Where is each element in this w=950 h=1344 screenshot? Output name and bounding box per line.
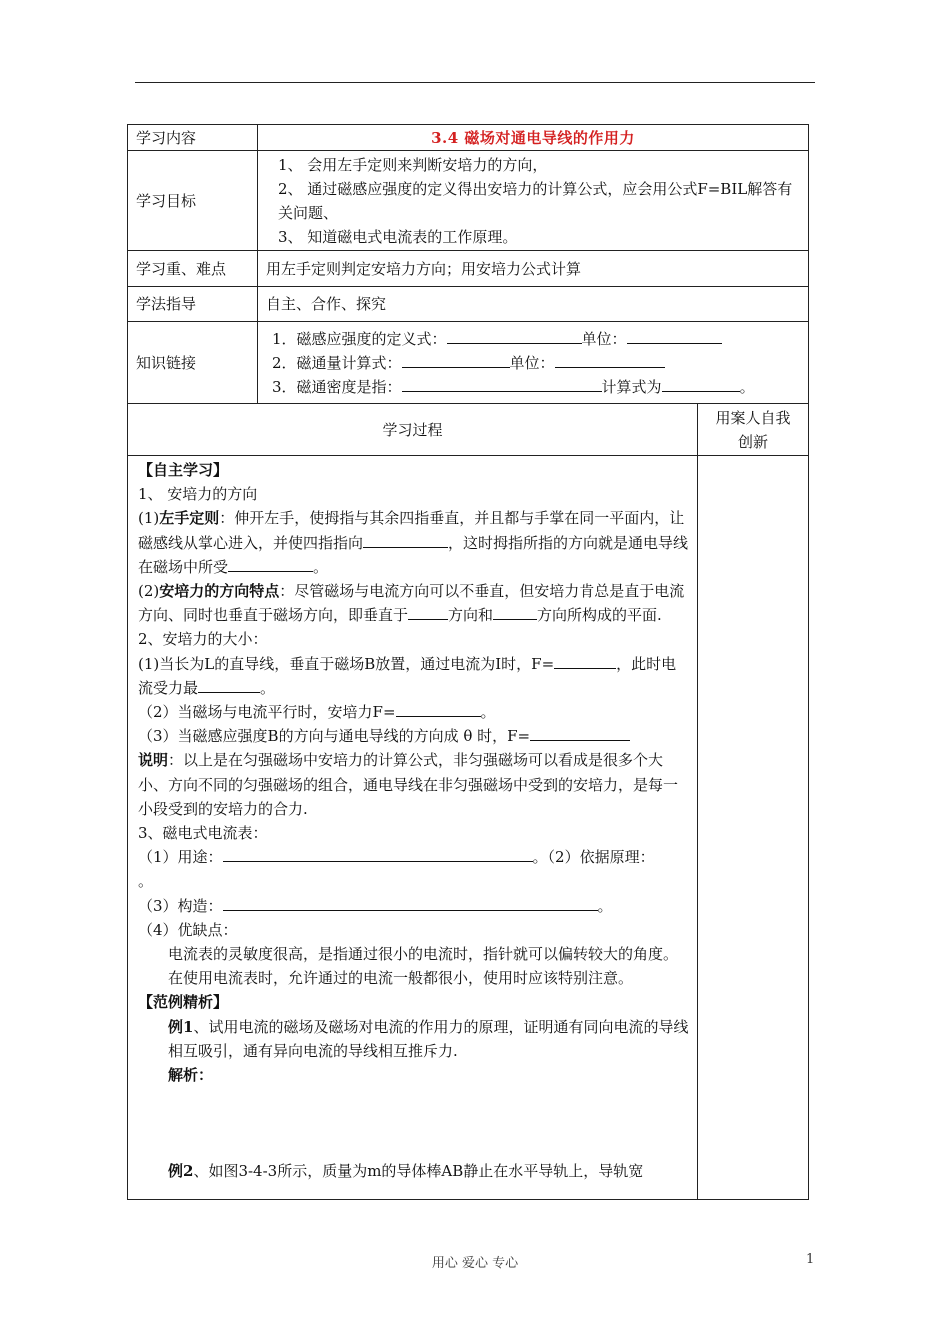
blank-line: [530, 725, 630, 741]
example-1: 例1、试用电流的磁场及磁场对电流的作用力的原理，证明通有同向电流的导线相互吸引，通有异向电流的导线相互推斥力.: [168, 1017, 689, 1060]
blank-line: [228, 556, 313, 572]
link-line-1: 1．磁感应强度的定义式： 单位：: [266, 327, 802, 351]
blank-line: [198, 677, 260, 693]
answer-space: [138, 1087, 689, 1159]
link-line-2: 2．磁通量计算式： 单位：: [266, 351, 802, 375]
side-label: 用案人自我 创新: [698, 404, 809, 456]
paragraph: （3）构造： 。: [138, 896, 613, 915]
method-text: 自主、合作、探究: [258, 287, 809, 322]
example-2: 例2、如图3-4-3所示，质量为m的导体棒AB静止在水平导轨上，导轨宽: [168, 1162, 644, 1181]
subheading: 3、磁电式电流表：: [138, 824, 268, 843]
row-links: [128, 322, 809, 404]
blank-line: [402, 376, 602, 392]
lesson-table: [127, 124, 809, 1200]
paragraph: （4）优缺点：: [138, 920, 238, 939]
paragraph: （3）当磁感应强度B的方向与通电导线的方向成 θ 时，F=: [138, 724, 689, 748]
link-line-3: 3．磁通密度是指： 计算式为 。: [272, 377, 755, 396]
blank-line: [493, 604, 537, 620]
blank-line: [555, 352, 665, 368]
blank-line: [223, 846, 533, 862]
focus-label: 学习重、难点: [128, 251, 258, 287]
goal-item: 2、 通过磁感应强度的定义得出安培力的计算公式，应会用公式F=BIL解答有关问题、: [278, 179, 793, 222]
blank-line: [363, 532, 448, 548]
blank-line: [447, 328, 582, 344]
links-cell: [258, 322, 809, 404]
blank-line: [627, 328, 722, 344]
paragraph: (1)当长为L的直导线，垂直于磁场B放置，通过电流为I时，F= ，此时电流受力最 。: [138, 654, 677, 697]
footer-text: 用心 爱心 专心: [431, 1256, 519, 1271]
paragraph: （1）用途： 。（2）依据原理： 。: [138, 848, 655, 891]
paragraph: (1)左手定则：伸开左手，使拇指与其余四指垂直，并且都与手掌在同一平面内，让磁感线从掌心进入，并使四指指向 ，这时拇指所指的方向就是通电导线在磁场中所受 。: [138, 509, 689, 576]
page-number: 1: [806, 1252, 815, 1267]
blank-line: [662, 376, 740, 392]
blank-line: [554, 653, 616, 669]
blank-line: [402, 352, 510, 368]
paragraph: 电流表的灵敏度很高，是指通过很小的电流时，指针就可以偏转较大的角度。在使用电流表时，允许通过的电流一般都很小，使用时应该特别注意。: [168, 945, 679, 988]
links-label: 知识链接: [128, 322, 258, 404]
process-label: 学习过程: [128, 404, 698, 456]
row-process: [128, 456, 809, 1200]
paragraph: 说明：以上是在匀强磁场中安培力的计算公式，非匀强磁场可以看成是很多个大小、方向不同的匀强磁场的组合，通电导线在非匀强磁场中受到的安培力，是每一小段受到的安培力的合力.: [138, 751, 679, 818]
goals-label: 学习目标: [128, 151, 258, 251]
process-content: [128, 456, 698, 1200]
method-label: 学法指导: [128, 287, 258, 322]
page-title: 3.4 磁场对通电导线的作用力: [258, 125, 809, 151]
row-process-header: [128, 404, 809, 456]
goals-cell: [258, 151, 809, 251]
paragraph: （2）当磁场与电流平行时，安培力F= 。: [138, 703, 496, 722]
blank-line: [408, 604, 448, 620]
row-goals: [128, 151, 809, 251]
notes-column: [698, 456, 809, 1200]
section-heading: 【范例精析】: [138, 993, 229, 1012]
subheading: 2、安培力的大小：: [138, 630, 268, 649]
blank-line: [396, 701, 481, 717]
paragraph: (2)安培力的方向特点：尽管磁场与电流方向可以不垂直，但安培力肯总是直于电流方向、同时也垂直于磁场方向，即垂直于 方向和 方向所构成的平面.: [138, 582, 685, 625]
content-label: 学习内容: [128, 125, 258, 151]
header-rule: [135, 82, 815, 83]
subheading: 1、 安培力的方向: [138, 485, 258, 504]
row-method: [128, 287, 809, 322]
focus-text: 用左手定则判定安培力方向；用安培力公式计算: [258, 251, 809, 287]
blank-line: [223, 895, 598, 911]
row-content: [128, 125, 809, 151]
goal-item: 3、 知道磁电式电流表的工作原理。: [278, 227, 518, 246]
section-heading: 【自主学习】: [138, 461, 229, 479]
row-focus: [128, 251, 809, 287]
goal-item: 1、 会用左手定则来判断安培力的方向，: [278, 155, 548, 174]
analysis-label: 解析：: [168, 1066, 214, 1085]
